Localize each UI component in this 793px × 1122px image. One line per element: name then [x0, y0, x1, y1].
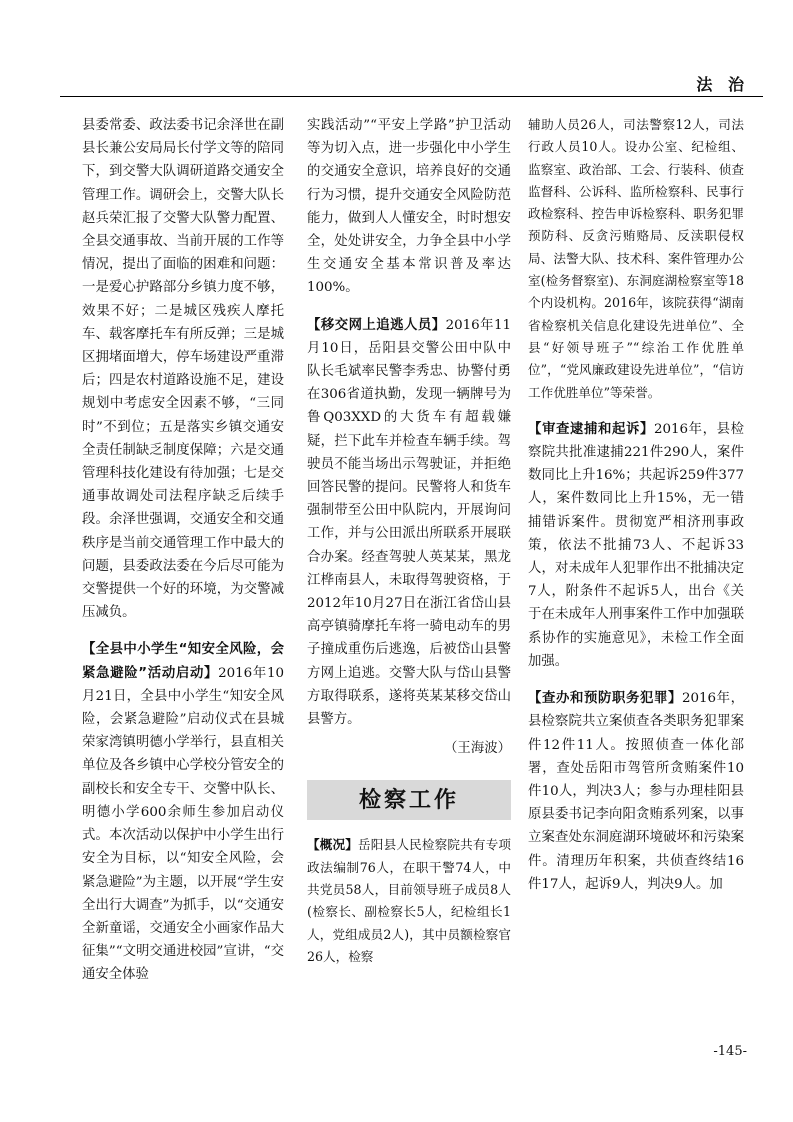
page-number: -145-: [713, 1044, 747, 1059]
entry-body: 2016年11月10日，岳阳县交警公田中队中队长毛斌率民警李秀忠、协警付勇在306省道执勤，发现一辆牌号为鲁Q03XXD的大货车有超载嫌疑，拦下此车并检查车辆手续。驾驶员不能当场出示驾驶证，并拒绝回答民警的提问。民警将人和货车强制带至公田中队院内，开展询问工作，并与公田派出所联系开展联合办案。经查驾驶人英某某，黑龙江桦南县人，未取得驾驶资格，于2012年10月27日在浙江省岱山县高亭镇骑摩托车将一骑电动车的男子撞成重伤后逃逸，后被岱山县警方网上追逃。交警大队与岱山县警方取得联系，遂将英某某移交岱山县警方。: [307, 317, 511, 728]
entry-body: 2016年，县检察院共批准逮捕221件290人，案件数同比上升16%；共起诉259件377人，案件数同比上升15%，无一错捕错诉案件。贯彻宽严相济刑事政策，依法不批捕73人、不起诉33人，对未成年人犯罪作出不批捕决定7人，附条件不起诉5人，出台《关于在未成年人刑事案件工作中加强联系协作的实施意见》，未检工作全面加强。: [528, 421, 745, 669]
author-signature: （王海波）: [444, 741, 511, 757]
entry-title: 【概况】: [307, 837, 359, 853]
header-divider: [60, 96, 763, 97]
entry-duty-crime: [528, 687, 744, 896]
entry-arrest-prosecution: [528, 418, 744, 673]
column-3: [528, 114, 744, 896]
entry-title: 【全县中小学生“知安全风险，会紧急避险”活动启动】: [82, 642, 284, 681]
entry-body: 2016年，县检察院共立案侦查各类职务犯罪案件12件11人。按照侦查一体化部署，查处岳阳市驾管所贪贿案件10件10人，判决3人；参与办理桂阳县原县委书记李向阳贪贿系列案，以事立案查处东洞庭湖环境破坏和污染案件。清理历年积案，共侦查终结16件17人，起诉9人，判决9人。加: [528, 691, 745, 892]
entry-body: 2016年10月21日，全县中小学生“知安全风险，会紧急避险”启动仪式在县城荣家湾镇明德小学举行，县直相关单位及各乡镇中心学校分管安全的副校长和安全专干、交警中队长、明德小学600余师生参加启动仪式。本次活动以保护中小学生出行安全为目标，以“知安全风险，会紧急避险”为主题，以开展“学生安全出行大调查”为抓手，以“交通安全新童谣，交通安全小画家作品大征集”“文明交通进校园”宣讲，“交通安全体验: [82, 665, 284, 983]
entry-fugitive-transfer: [307, 314, 511, 732]
entry-student-safety: [82, 638, 284, 986]
column-1: [82, 114, 284, 987]
entry-title: 【审查逮捕和起诉】: [528, 421, 654, 437]
col2-paragraph: 实践活动”“平安上学路”护卫活动等为切入点，进一步强化中小学生的交通安全意识，培养良好的交通行为习惯，提升交通安全风险防范能力，做到人人懂安全，时时想安全，处处讲安全，力争全县中小学生交通安全基本常识普及率达100%。: [307, 118, 511, 296]
column-2: [307, 114, 511, 968]
section-label: 法 治: [696, 75, 749, 94]
entry-title: 【移交网上追逃人员】: [307, 317, 446, 333]
entry-title: 【查办和预防职务犯罪】: [528, 691, 682, 707]
entry-overview: [307, 834, 511, 968]
col1-paragraph: 县委常委、政法委书记余泽世在副县长兼公安局局长付学文等的陪同下，到交警大队调研道路交通安全管理工作。调研会上，交警大队长赵兵荣汇报了交警大队警力配置、全县交通事故、当前开展的工作等情况，提出了面临的困难和问题：一是爱心护路部分乡镇力度不够，效果不好；二是城区残疾人摩托车、载客摩托车有所反弹；三是城区拥堵面增大，停车场建设严重滞后；四是农村道路设施不足，建设规划中考虑安全因素不够，“三同时”不到位；五是落实乡镇交通安全责任制缺乏制度保障；六是交通管理科技化建设有待加强；七是交通事故调处司法程序缺乏后续手段。余泽世强调，交通安全和交通秩序是当前交通管理工作中最大的问题，县委政法委在今后尽可能为交警提供一个好的环境，为交警减压减负。: [82, 118, 284, 621]
col3-paragraph: 辅助人员26人，司法警察12人，司法行政人员10人。设办公室、纪检组、监察室、政治部、工会、行装科、侦查监督科、公诉科、监所检察科、民事行政检察科、控告申诉检察科、职务犯罪预防科、反贪污贿赂局、反渎职侵权局、法警大队、技术科、案件管理办公室(检务督察室)、东洞庭湖检察室等18个内设机构。2016年，该院获得“湖南省检察机关信息化建设先进单位”、全县“好领导班子”“综治工作优胜单位”，“党风廉政建设先进单位”，“信访工作优胜单位”等荣誉。: [528, 117, 744, 400]
entry-body: 岳阳县人民检察院共有专项政法编制76人，在职干警74人，中共党员58人，目前领导班子成员8人(检察长、副检察长5人，纪检组长1人，党组成员2人)，其中员额检察官26人，检察: [307, 837, 512, 964]
section-heading-procuratorate: 检察工作: [307, 780, 511, 820]
